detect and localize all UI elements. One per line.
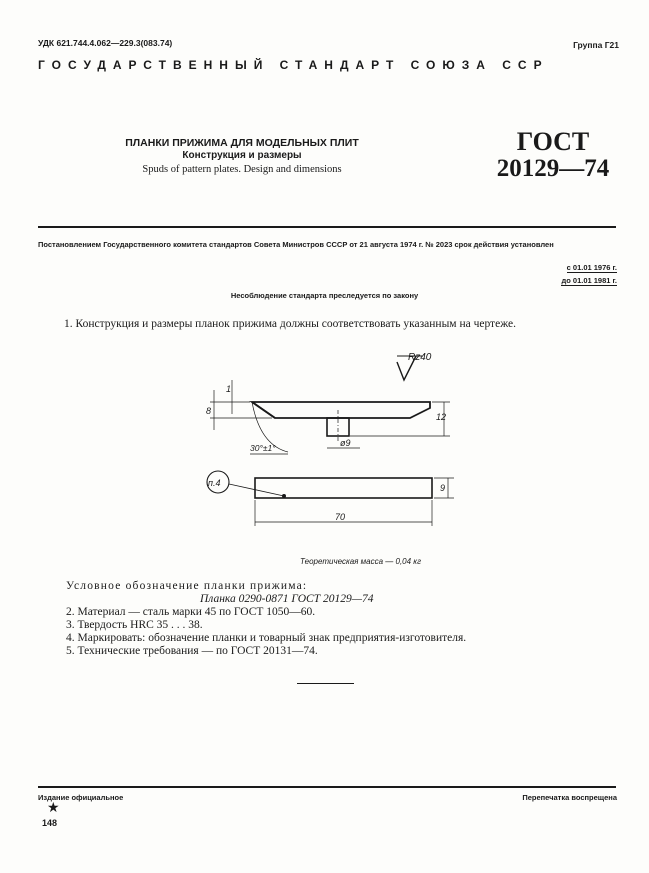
list-item: 2. Материал — сталь марки 45 по ГОСТ 1050—60. bbox=[66, 606, 316, 618]
date-to: до 01.01 1981 г. bbox=[561, 276, 617, 285]
dim-70-label: 70 bbox=[335, 512, 346, 522]
list-item: 3. Твердость HRC 35 . . . 38. bbox=[66, 619, 203, 631]
star-icon: ★ bbox=[47, 801, 60, 816]
udk-code: УДК 621.744.4.062—229.3(083.74) bbox=[38, 38, 173, 48]
list-item: 5. Технические требования — по ГОСТ 20131—74. bbox=[66, 645, 318, 657]
dim-12-label: 12 bbox=[436, 412, 447, 422]
validity-dates bbox=[561, 261, 617, 287]
law-notice: Несоблюдение стандарта преследуется по закону bbox=[230, 291, 419, 300]
designation-intro: Условное обозначение планки прижима: bbox=[66, 580, 308, 592]
gost-block bbox=[478, 128, 628, 182]
edition-label: Издание официальное bbox=[38, 793, 124, 802]
footer-divider bbox=[38, 786, 616, 788]
title-block bbox=[92, 137, 392, 175]
gost-label: ГОСТ bbox=[516, 127, 590, 156]
subtitle-ru: Конструкция и размеры bbox=[182, 150, 302, 161]
reprint-notice: Перепечатка воспрещена bbox=[522, 793, 617, 802]
title-en: Spuds of pattern plates. Design and dimensions bbox=[142, 164, 342, 175]
decree-text: Постановлением Государственного комитета стандартов Совета Министров СССР от 21 августа 1974 г. № 2023 срок действия установлен bbox=[38, 240, 554, 249]
dim-phi9-label: ø9 bbox=[340, 438, 351, 448]
theoretical-mass: Теоретическая масса — 0,04 кг bbox=[300, 557, 422, 566]
dim-1-label: 1 bbox=[226, 384, 232, 394]
title-ru: ПЛАНКИ ПРИЖИМА ДЛЯ МОДЕЛЬНЫХ ПЛИТ bbox=[125, 137, 359, 149]
callout-dot bbox=[283, 495, 286, 498]
dim-9-label: 9 bbox=[440, 483, 446, 493]
divider bbox=[38, 226, 616, 228]
designation-code: Планка 0290-0871 ГОСТ 20129—74 bbox=[200, 593, 374, 605]
technical-drawing bbox=[190, 350, 480, 540]
page-number: 148 bbox=[42, 818, 58, 828]
list-item: 4. Маркировать: обозначение планки и товарный знак предприятия-изготовителя. bbox=[66, 632, 467, 644]
callout-leader bbox=[229, 484, 284, 496]
dim-angle-label: 30°±1° bbox=[250, 443, 276, 453]
end-rule bbox=[297, 683, 354, 684]
dim-8-label: 8 bbox=[206, 406, 212, 416]
date-from: с 01.01 1976 г. bbox=[566, 263, 617, 272]
gost-number: 20129—74 bbox=[496, 155, 610, 182]
plate-side-view bbox=[252, 402, 430, 418]
requirements-list bbox=[66, 606, 466, 658]
standard-header: ГОСУДАРСТВЕННЫЙ СТАНДАРТ СОЮЗА ССР bbox=[38, 58, 549, 72]
roughness-label: Rz40 bbox=[408, 352, 432, 363]
plate-plan-view bbox=[255, 478, 432, 498]
group-code: Группа Г21 bbox=[573, 40, 619, 50]
paragraph-1: 1. Конструкция и размеры планок прижима должны соответствовать указанным на чертеже. bbox=[64, 318, 516, 330]
callout-label: п.4 bbox=[208, 478, 221, 488]
